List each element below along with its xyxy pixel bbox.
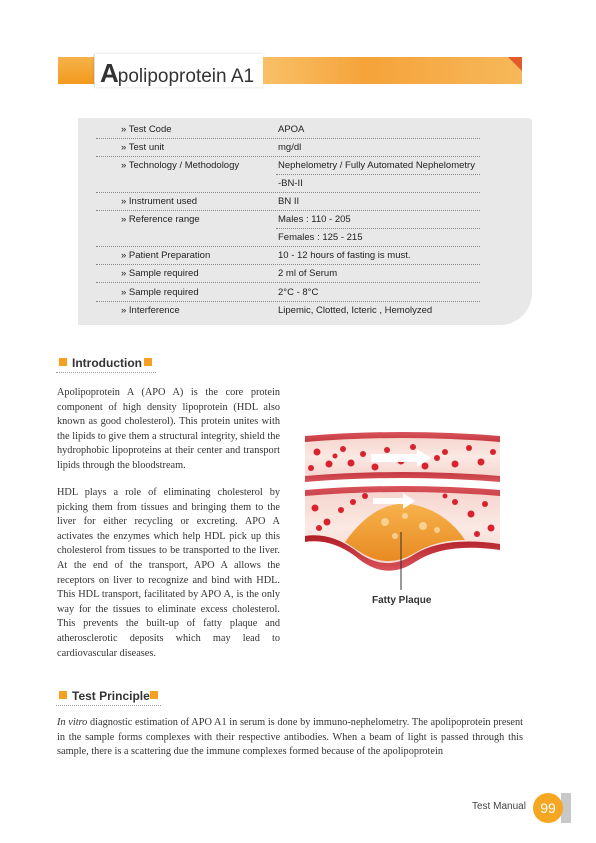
info-row-label: » Interference — [121, 305, 180, 316]
test-principle-heading: Test Principle — [72, 689, 150, 703]
footer-label: Test Manual — [472, 801, 526, 812]
row-divider — [96, 210, 480, 211]
bullet-square-left — [59, 691, 67, 699]
info-row-label: » Test Code — [121, 124, 172, 135]
info-row-value: 2°C - 8°C — [278, 287, 319, 298]
info-row-value: mg/dl — [278, 142, 302, 153]
italic-lead: In vitro — [57, 717, 88, 728]
info-row-label: » Technology / Methodology — [121, 160, 240, 171]
info-row-value: Females : 125 - 215 — [278, 232, 363, 243]
info-row-label: » Sample required — [121, 287, 199, 298]
principle-text: diagnostic estimation of APO A1 in serum is done by immuno-nephelometry. The apolipoprotein present in the sample forms complexes with their respective antibodies. When a beam of light is passed through this sample, there is a scattering due the immune complexes formed because of the apolipoprotein — [57, 717, 523, 758]
bullet-square-right — [150, 691, 158, 699]
info-row-value: Nephelometry / Fully Automated Nephelometry — [278, 160, 475, 171]
info-row-value: Males : 110 - 205 — [278, 214, 351, 225]
heading-underline — [56, 372, 156, 373]
heading-underline — [56, 705, 161, 706]
info-row-value: Lipemic, Clotted, Icteric , Hemolyzed — [278, 305, 433, 316]
info-row-label: » Sample required — [121, 268, 199, 279]
info-row-label: » Reference range — [121, 214, 200, 225]
row-divider — [276, 174, 480, 175]
row-divider — [96, 246, 480, 247]
intro-paragraph-1: Apolipoprotein A (APO A) is the core protein component of high density lipoprotein (HDL also known as good cholesterol). This protein unites with the lipids to give them a structural integrity, shield the hydrophobic lipoproteins at their center and transport lipids through the bloodstream. — [57, 387, 280, 471]
title-banner-left — [58, 57, 94, 84]
bullet-square-left — [59, 358, 67, 366]
info-row-value: APOA — [278, 124, 305, 135]
figure-caption: Fatty Plaque — [372, 595, 432, 606]
intro-paragraph-2: HDL plays a role of eliminating cholesterol by picking them from tissues and bringing them to the liver for either recycling or excreting. APO A activates the enzymes which help HDL pick up this cholesterol from tissues to be transported to the liver. At the end of the transport, APO A allows the receptors on liver to recognize and bind with HDL. This HDL transport, facilitated by APO A, is the only way for the tissues to eliminate excess cholesterol. This prevents the built-up of fatty plaque and atherosclerotic deposits which may lead to cardiovascular diseases. — [57, 487, 280, 659]
info-row-value: BN II — [278, 196, 300, 207]
info-row-label: » Test unit — [121, 142, 165, 153]
info-row-value: -BN-II — [278, 178, 303, 189]
row-divider — [96, 156, 480, 157]
test-principle-paragraph — [57, 716, 523, 760]
info-row-value: 2 ml of Serum — [278, 268, 338, 279]
row-divider — [96, 138, 480, 139]
row-divider — [96, 282, 480, 283]
row-divider — [96, 301, 480, 302]
bullet-square-right — [144, 358, 152, 366]
title-initial: A — [100, 58, 118, 88]
title-banner-right — [263, 57, 522, 84]
artery-plaque-illustration — [305, 430, 500, 600]
row-divider — [96, 264, 480, 265]
page-number: 99 — [533, 793, 563, 823]
info-row-value: 10 - 12 hours of fasting is must. — [278, 250, 411, 261]
row-divider — [96, 192, 480, 193]
page-title — [100, 58, 254, 89]
info-row-label: » Patient Preparation — [121, 250, 211, 261]
title-rest: polipoprotein A1 — [117, 66, 255, 87]
info-row-label: » Instrument used — [121, 196, 198, 207]
introduction-heading: Introduction — [72, 356, 142, 370]
row-divider — [276, 228, 480, 229]
